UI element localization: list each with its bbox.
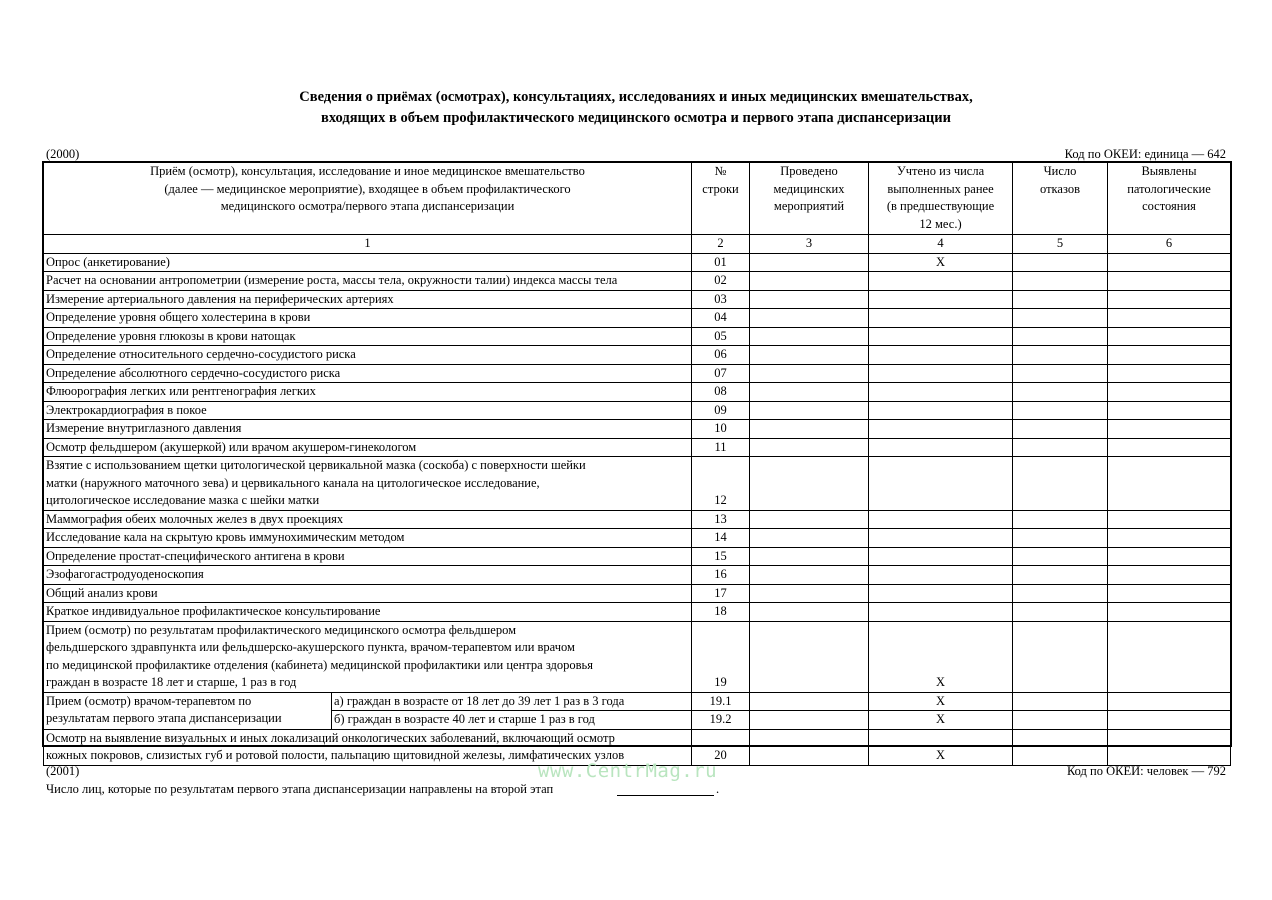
data-cell-col-6[interactable]	[1108, 692, 1231, 711]
table-row	[44, 510, 1231, 529]
data-cell-col-3[interactable]	[750, 346, 869, 365]
row-number: 05	[692, 327, 750, 346]
data-cell-col-4[interactable]	[869, 309, 1013, 328]
table-row	[44, 309, 1231, 328]
table-row	[44, 547, 1231, 566]
row-group-label: Прием (осмотр) врачом-терапевтом по результатам первого этапа диспансеризации	[44, 692, 332, 729]
data-cell-col-5[interactable]	[1013, 584, 1108, 603]
data-cell-col-4[interactable]: X	[869, 621, 1013, 692]
data-cell-col-6[interactable]	[1108, 547, 1231, 566]
data-cell-col-3[interactable]	[750, 692, 869, 711]
okei-code-footer: Код по ОКЕИ: человек — 792	[1066, 764, 1226, 778]
row-label: Флюорография легких или рентгенография легких	[44, 383, 692, 402]
table-row	[44, 253, 1231, 272]
data-cell-col-6[interactable]	[1108, 510, 1231, 529]
table-row	[44, 327, 1231, 346]
table-row	[44, 364, 1231, 383]
row-label: Измерение артериального давления на периферических артериях	[44, 290, 692, 309]
footer-period: .	[716, 782, 720, 796]
header-col-3: Проведено медицинских мероприятий	[750, 163, 869, 235]
table-row	[44, 420, 1231, 439]
data-cell-col-6[interactable]	[1108, 584, 1231, 603]
row-number: 19	[692, 621, 750, 692]
row-label: Осмотр на выявление визуальных и иных локализаций онкологических заболеваний, включающий осмотр кожных покровов, слизистых губ и ротовой полости, пальпацию щитовидной железы, лимфатических узлов	[44, 729, 692, 765]
data-cell-col-4[interactable]	[869, 584, 1013, 603]
table-row	[44, 290, 1231, 309]
row-number: 06	[692, 346, 750, 365]
data-cell-col-4[interactable]	[869, 566, 1013, 585]
row-number: 03	[692, 290, 750, 309]
data-cell-col-3[interactable]	[750, 253, 869, 272]
data-cell-col-6[interactable]	[1108, 420, 1231, 439]
data-cell-col-6[interactable]	[1108, 290, 1231, 309]
data-cell-col-4[interactable]	[869, 383, 1013, 402]
row-number: 11	[692, 438, 750, 457]
data-cell-col-3[interactable]	[750, 603, 869, 622]
watermark: www.CentrMag.ru	[538, 760, 718, 782]
data-cell-col-3[interactable]	[750, 290, 869, 309]
data-cell-col-3[interactable]	[750, 420, 869, 439]
data-cell-col-5[interactable]	[1013, 457, 1108, 511]
row-label: Электрокардиография в покое	[44, 401, 692, 420]
row-number: 12	[692, 457, 750, 511]
data-cell-col-5[interactable]	[1013, 364, 1108, 383]
data-cell-col-5[interactable]	[1013, 290, 1108, 309]
data-cell-col-5[interactable]	[1013, 383, 1108, 402]
row-number: 13	[692, 510, 750, 529]
row-number: 01	[692, 253, 750, 272]
data-cell-col-6[interactable]	[1108, 383, 1231, 402]
data-cell-col-4[interactable]: X	[869, 729, 1013, 765]
table-row	[44, 401, 1231, 420]
row-label: Общий анализ крови	[44, 584, 692, 603]
table-row	[44, 621, 1231, 692]
row-label: Исследование кала на скрытую кровь иммунохимическим методом	[44, 529, 692, 548]
form-title-line-1: Сведения о приёмах (осмотрах), консультациях, исследованиях и иных медицинских вмешательствах,	[299, 89, 973, 105]
data-cell-col-5[interactable]	[1013, 401, 1108, 420]
data-cell-col-6[interactable]	[1108, 529, 1231, 548]
header-row	[44, 163, 1231, 235]
row-number: 08	[692, 383, 750, 402]
data-cell-col-4[interactable]	[869, 547, 1013, 566]
data-cell-col-6[interactable]	[1108, 621, 1231, 692]
data-cell-col-6[interactable]	[1108, 566, 1231, 585]
data-cell-col-5[interactable]	[1013, 346, 1108, 365]
column-number-row	[44, 235, 1231, 254]
row-number: 19.1	[692, 692, 750, 711]
row-number: 17	[692, 584, 750, 603]
data-cell-col-6[interactable]	[1108, 711, 1231, 730]
table-row	[44, 566, 1231, 585]
column-number: 6	[1108, 235, 1231, 254]
data-cell-col-3[interactable]	[750, 457, 869, 511]
data-cell-col-4[interactable]	[869, 401, 1013, 420]
data-cell-col-4[interactable]: X	[869, 253, 1013, 272]
data-cell-col-3[interactable]	[750, 383, 869, 402]
column-number: 1	[44, 235, 692, 254]
row-number: 18	[692, 603, 750, 622]
header-col-5: Число отказов	[1013, 163, 1108, 235]
form-title-line-2: входящих в объем профилактического медицинского осмотра и первого этапа диспансеризации	[321, 110, 951, 126]
row-label: Определение простат-специфического антигена в крови	[44, 547, 692, 566]
data-cell-col-6[interactable]	[1108, 346, 1231, 365]
data-cell-col-3[interactable]	[750, 729, 869, 765]
data-cell-col-5[interactable]	[1013, 510, 1108, 529]
data-cell-col-3[interactable]	[750, 438, 869, 457]
footer-question: Число лиц, которые по результатам первого этапа диспансеризации направлены на второй этап	[46, 782, 554, 796]
data-cell-col-6[interactable]	[1108, 272, 1231, 291]
row-number: 04	[692, 309, 750, 328]
data-cell-col-3[interactable]	[750, 364, 869, 383]
data-cell-col-6[interactable]	[1108, 327, 1231, 346]
row-label: Прием (осмотр) по результатам профилактического медицинского осмотра фельдшером фельдшерского здравпункта или фельдшерско-акушерского пункта, врачом-терапевтом или врачом по медицинской профилактике отделения (кабинета) медицинской профилактики или центра здоровья граждан в возрасте 18 лет и старше, 1 раз в год	[44, 621, 692, 692]
table-row	[44, 692, 1231, 711]
data-cell-col-4[interactable]	[869, 457, 1013, 511]
table-row	[44, 383, 1231, 402]
table-row	[44, 457, 1231, 511]
header-col-4: Учтено из числа выполненных ранее (в предшествующие 12 мес.)	[869, 163, 1013, 235]
header-col-2: № строки	[692, 163, 750, 235]
data-cell-col-3[interactable]	[750, 327, 869, 346]
data-cell-col-3[interactable]	[750, 711, 869, 730]
data-cell-col-3[interactable]	[750, 401, 869, 420]
data-cell-col-6[interactable]	[1108, 364, 1231, 383]
data-cell-col-4[interactable]	[869, 290, 1013, 309]
data-cell-col-4[interactable]	[869, 529, 1013, 548]
column-number: 5	[1013, 235, 1108, 254]
row-label: Определение уровня общего холестерина в крови	[44, 309, 692, 328]
okei-code-table: Код по ОКЕИ: единица — 642	[1064, 147, 1226, 161]
data-cell-col-3[interactable]	[750, 547, 869, 566]
data-cell-col-4[interactable]	[869, 603, 1013, 622]
row-label: Определение относительного сердечно-сосудистого риска	[44, 346, 692, 365]
data-cell-col-6[interactable]	[1108, 457, 1231, 511]
data-cell-col-4[interactable]	[869, 510, 1013, 529]
data-cell-col-6[interactable]	[1108, 438, 1231, 457]
row-label: Краткое индивидуальное профилактическое консультирование	[44, 603, 692, 622]
data-cell-col-3[interactable]	[750, 529, 869, 548]
table-row	[44, 346, 1231, 365]
data-cell-col-5[interactable]	[1013, 438, 1108, 457]
row-sublabel-b: б) граждан в возрасте 40 лет и старше 1 раз в год	[332, 711, 692, 730]
data-cell-col-6[interactable]	[1108, 253, 1231, 272]
data-cell-col-6[interactable]	[1108, 309, 1231, 328]
data-cell-col-5[interactable]	[1013, 603, 1108, 622]
data-cell-col-5[interactable]	[1013, 253, 1108, 272]
data-cell-col-4[interactable]: X	[869, 711, 1013, 730]
table-code: (2000)	[46, 147, 80, 161]
row-number: 07	[692, 364, 750, 383]
data-cell-col-5[interactable]	[1013, 729, 1108, 765]
data-cell-col-4[interactable]	[869, 327, 1013, 346]
table-row	[44, 603, 1231, 622]
data-cell-col-5[interactable]	[1013, 420, 1108, 439]
table-row	[44, 584, 1231, 603]
table-row	[44, 272, 1231, 291]
data-cell-col-5[interactable]	[1013, 327, 1108, 346]
column-number: 3	[750, 235, 869, 254]
row-label: Маммография обеих молочных желез в двух проекциях	[44, 510, 692, 529]
row-sublabel-a: а) граждан в возрасте от 18 лет до 39 лет 1 раз в 3 года	[332, 692, 692, 711]
row-number: 20	[692, 729, 750, 765]
data-cell-col-4[interactable]	[869, 364, 1013, 383]
data-cell-col-5[interactable]	[1013, 566, 1108, 585]
data-cell-col-4[interactable]: X	[869, 692, 1013, 711]
answer-field[interactable]	[617, 795, 714, 796]
form-table	[43, 162, 1231, 766]
table-row	[44, 438, 1231, 457]
data-cell-col-6[interactable]	[1108, 401, 1231, 420]
header-col-6: Выявлены патологические состояния	[1108, 163, 1231, 235]
data-cell-col-5[interactable]	[1013, 621, 1108, 692]
row-label: Определение абсолютного сердечно-сосудистого риска	[44, 364, 692, 383]
data-cell-col-3[interactable]	[750, 621, 869, 692]
data-cell-col-3[interactable]	[750, 510, 869, 529]
column-number: 4	[869, 235, 1013, 254]
row-label: Измерение внутриглазного давления	[44, 420, 692, 439]
data-cell-col-5[interactable]	[1013, 547, 1108, 566]
row-number: 15	[692, 547, 750, 566]
row-number: 09	[692, 401, 750, 420]
data-cell-col-4[interactable]	[869, 438, 1013, 457]
data-cell-col-5[interactable]	[1013, 692, 1108, 711]
data-cell-col-3[interactable]	[750, 584, 869, 603]
data-cell-col-6[interactable]	[1108, 603, 1231, 622]
row-label: Расчет на основании антропометрии (измерение роста, массы тела, окружности талии) индекса массы тела	[44, 272, 692, 291]
data-cell-col-5[interactable]	[1013, 309, 1108, 328]
data-cell-col-4[interactable]	[869, 420, 1013, 439]
row-number: 02	[692, 272, 750, 291]
row-label: Опрос (анкетирование)	[44, 253, 692, 272]
data-cell-col-5[interactable]	[1013, 272, 1108, 291]
data-cell-col-6[interactable]	[1108, 729, 1231, 765]
data-cell-col-4[interactable]	[869, 346, 1013, 365]
row-number: 14	[692, 529, 750, 548]
row-label: Определение уровня глюкозы в крови натощак	[44, 327, 692, 346]
data-cell-col-3[interactable]	[750, 309, 869, 328]
row-label: Осмотр фельдшером (акушеркой) или врачом акушером-гинекологом	[44, 438, 692, 457]
data-cell-col-3[interactable]	[750, 566, 869, 585]
header-col-1: Приём (осмотр), консультация, исследование и иное медицинское вмешательство (далее — медицинское мероприятие), входящее в объем профилактического медицинского осмотра/первого этапа диспансеризации	[44, 163, 692, 235]
data-cell-col-3[interactable]	[750, 272, 869, 291]
data-cell-col-5[interactable]	[1013, 711, 1108, 730]
row-label: Эзофагогастродуоденоскопия	[44, 566, 692, 585]
table-row	[44, 529, 1231, 548]
row-number: 10	[692, 420, 750, 439]
row-label: Взятие с использованием щетки цитологической цервикальной мазка (соскоба) с поверхности шейки матки (наружного маточного зева) и цервикального канала на цитологическое исследование, цитологическое исследование мазка с шейки матки	[44, 457, 692, 511]
row-number: 19.2	[692, 711, 750, 730]
row-number: 16	[692, 566, 750, 585]
column-number: 2	[692, 235, 750, 254]
data-cell-col-5[interactable]	[1013, 529, 1108, 548]
footer-code: (2001)	[46, 764, 80, 778]
data-cell-col-4[interactable]	[869, 272, 1013, 291]
